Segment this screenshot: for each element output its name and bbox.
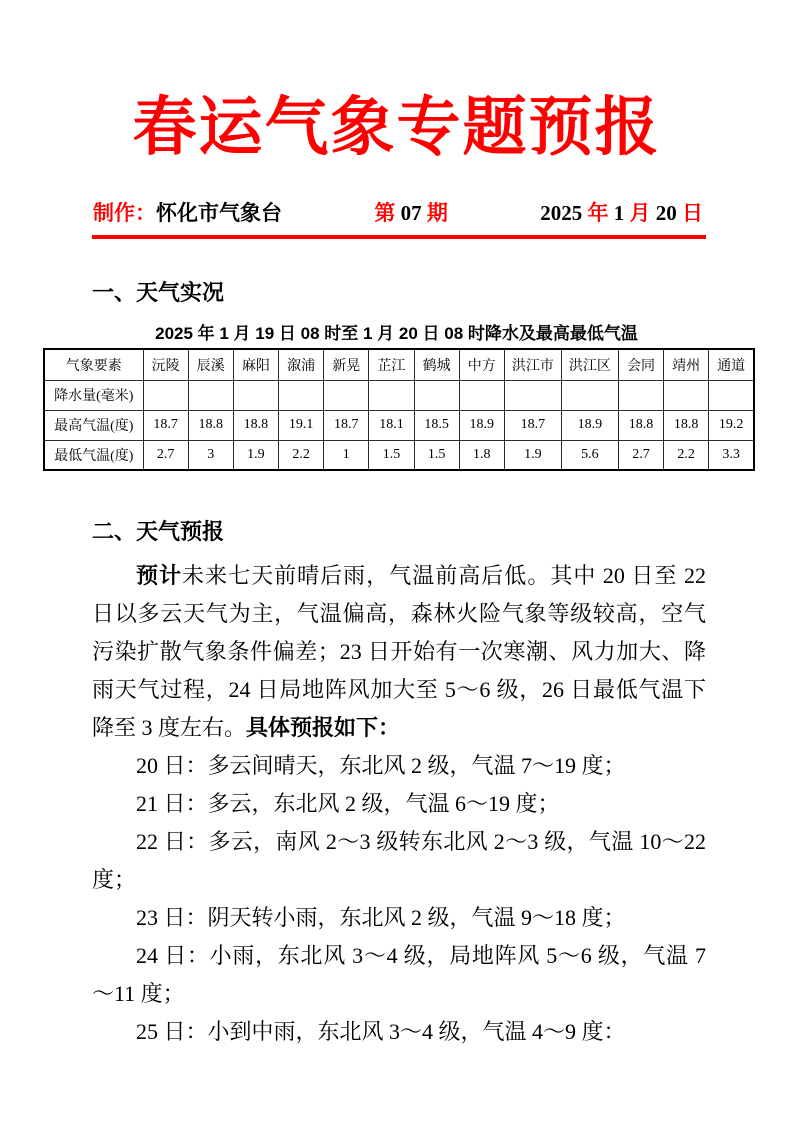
forecast-day-line: 20 日：多云间晴天，东北风 2 级，气温 7～19 度； xyxy=(136,753,626,778)
table-header-cell: 辰溪 xyxy=(188,349,233,380)
text-run: 月 xyxy=(629,201,651,225)
table-header-cell: 中方 xyxy=(459,349,504,380)
forecast-day-line: 23 日：阴天转小雨，东北风 2 级，气温 9～18 度； xyxy=(136,905,626,930)
table-cell: 1.8 xyxy=(459,440,504,470)
header-divider xyxy=(92,235,706,239)
producer-value: 怀化市气象台 xyxy=(156,201,282,225)
document-title: 春运气象专题预报 xyxy=(132,92,661,163)
text-run: 第 xyxy=(374,201,396,225)
table-header-cell: 新晃 xyxy=(324,349,369,380)
table-header-cell: 靖州 xyxy=(664,349,709,380)
table-cell: 3 xyxy=(188,440,233,470)
table-cell xyxy=(459,380,504,410)
forecast-intro-paragraph xyxy=(92,557,706,747)
issue-date xyxy=(540,200,703,226)
table-header-cell: 溆浦 xyxy=(279,349,324,380)
row-label: 降水量(毫米) xyxy=(44,380,143,410)
table-cell xyxy=(709,380,754,410)
section-2-heading: 二、天气预报 xyxy=(92,519,225,544)
table-cell: 2.7 xyxy=(618,440,663,470)
table-cell: 18.8 xyxy=(188,410,233,440)
table-header-row xyxy=(44,349,754,380)
table-cell xyxy=(414,380,459,410)
table-cell: 1.5 xyxy=(414,440,459,470)
table-cell xyxy=(279,380,324,410)
table-cell xyxy=(504,380,561,410)
table-cell: 2.2 xyxy=(664,440,709,470)
table-cell: 2.2 xyxy=(279,440,324,470)
text-run: 07 xyxy=(395,201,427,225)
table-cell xyxy=(664,380,709,410)
table-cell: 3.3 xyxy=(709,440,754,470)
table-header-cell: 鹤城 xyxy=(414,349,459,380)
forecast-day-line: 21 日：多云，东北风 2 级，气温 6～19 度； xyxy=(136,791,560,816)
producer xyxy=(93,200,282,226)
table-cell: 2.7 xyxy=(143,440,188,470)
table-header-cell: 沅陵 xyxy=(143,349,188,380)
table-cell: 18.8 xyxy=(664,410,709,440)
table-cell: 18.7 xyxy=(143,410,188,440)
text-run: 年 xyxy=(587,201,609,225)
row-label: 最低气温(度) xyxy=(44,440,143,470)
table-cell: 1.5 xyxy=(369,440,414,470)
table-cell: 19.1 xyxy=(279,410,324,440)
table-cell xyxy=(618,380,663,410)
text-run: 20 xyxy=(650,201,682,225)
table-header-cell: 洪江区 xyxy=(561,349,618,380)
text-run: 期 xyxy=(426,201,448,225)
forecast-day-line: 22 日：多云，南风 2～3 级转东北风 2～3 级，气温 10～22 度； xyxy=(92,829,706,892)
table-cell: 1 xyxy=(324,440,369,470)
meta-row xyxy=(93,200,703,226)
table-cell xyxy=(143,380,188,410)
table-header-cell: 麻阳 xyxy=(233,349,278,380)
table-cell: 18.1 xyxy=(369,410,414,440)
text-run: 2025 xyxy=(540,201,588,225)
table-header-cell: 气象要素 xyxy=(44,349,143,380)
table-cell xyxy=(233,380,278,410)
producer-label: 制作： xyxy=(93,201,156,225)
table-header-cell: 会同 xyxy=(618,349,663,380)
table-cell: 18.9 xyxy=(459,410,504,440)
table-cell: 18.7 xyxy=(324,410,369,440)
text-run: 预计 xyxy=(136,563,183,588)
table-cell xyxy=(369,380,414,410)
table-cell xyxy=(561,380,618,410)
table-cell xyxy=(324,380,369,410)
table-row xyxy=(44,410,754,440)
table-row xyxy=(44,380,754,410)
table-cell: 19.2 xyxy=(709,410,754,440)
section-1-heading: 一、天气实况 xyxy=(92,280,225,305)
table-cell: 18.9 xyxy=(561,410,618,440)
forecast-day-line: 25 日：小到中雨，东北风 3～4 级，气温 4～9 度： xyxy=(136,1019,626,1044)
table-cell: 18.5 xyxy=(414,410,459,440)
table-cell xyxy=(188,380,233,410)
forecast-day-line: 24 日：小雨，东北风 3～4 级，局地阵风 5～6 级，气温 7～11 度； xyxy=(92,943,706,1006)
table-header-cell: 洪江市 xyxy=(504,349,561,380)
text-run: 未来七天前晴后雨，气温前高后低。其中 20 日至 22 日以多云天气为主，气温偏高，森林火险气象等级较高，空气污染扩散气象条件偏差；23 日开始有一次寒潮、风力加大、降雨天气过程，24 日局地阵风加大至 5～6 级，26 日最低气温下降至 3 度左右。 xyxy=(92,563,706,740)
text-run: 日 xyxy=(682,201,703,225)
table-cell: 1.9 xyxy=(504,440,561,470)
weather-table-title: 2025 年 1 月 19 日 08 时至 1 月 20 日 08 时降水及最高最低气温 xyxy=(155,324,638,343)
row-label: 最高气温(度) xyxy=(44,410,143,440)
table-header-cell: 芷江 xyxy=(369,349,414,380)
text-run: 1 xyxy=(608,201,630,225)
table-cell: 18.8 xyxy=(618,410,663,440)
table-cell: 1.9 xyxy=(233,440,278,470)
table-cell: 18.7 xyxy=(504,410,561,440)
table-cell: 5.6 xyxy=(561,440,618,470)
daily-forecast-list xyxy=(0,747,793,1051)
table-cell: 18.8 xyxy=(233,410,278,440)
table-row xyxy=(44,440,754,470)
table-header-cell: 通道 xyxy=(709,349,754,380)
text-run: 具体预报如下： xyxy=(246,715,401,740)
issue-number xyxy=(374,200,448,226)
weather-observation-table xyxy=(43,348,755,471)
